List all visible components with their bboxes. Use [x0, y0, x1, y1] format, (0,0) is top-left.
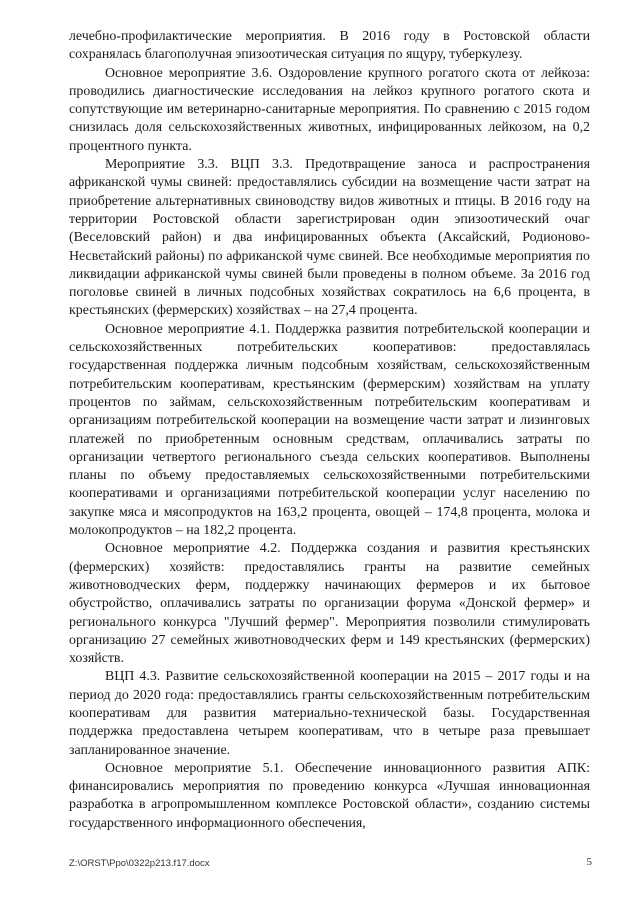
paragraph-vcp-4-3: ВЦП 4.3. Развитие сельскохозяйственной кооперации на 2015 – 2017 годы и на период до 2020 года: предоставлялись гранты сельскохозяйственным потребительским кооперативам для развития материально-технической базы. Государственная поддержка предоставлена четырем кооперативам, что в четыре раза превышает запланированное значение. — [69, 669, 590, 758]
paragraph-continuation: лечебно-профилактические мероприятия. В 2016 году в Ростовской области сохранялась благополучная эпизоотическая ситуация по ящуру, туберкулезу. — [69, 29, 590, 63]
document-body — [69, 28, 590, 833]
footer-file-path: Z:\ORST\Ppo\0322p213.f17.docx — [69, 858, 210, 869]
paragraph-measure-3-6: Основное мероприятие 3.6. Оздоровление крупного рогатого скота от лейкоза: проводились диагностические исследования на лейкоз крупного рогатого скота и сопутствующие им ветеринарно-санитарные мероприятия. По сравнению с 2015 годом снизилась доля сельскохозяйственных животных, инфицированных лейкозом, на 0,2 процентного пункта. — [69, 65, 590, 154]
paragraph-measure-4-2: Основное мероприятие 4.2. Поддержка создания и развития крестьянских (фермерских) хозяйств: предоставлялись гранты на развитие семейных животноводческих ферм, поддержку начинающих фермеров и их бытовое обустройство, оплачивались затраты по организации форума «Донской фермер» и регионального конкурса "Лучший фермер". Мероприятия позволили стимулировать организацию 27 семейных животноводческих ферм и 149 крестьянских (фермерских) хозяйств. — [69, 541, 590, 667]
paragraph-measure-4-1: Основное мероприятие 4.1. Поддержка развития потребительской кооперации и сельскохозяйственных потребительских кооперативов: предоставлялась государственная поддержка личным подсобным хозяйствам, сельскохозяйственным потребительским кооперативам, крестьянским (фермерским) хозяйствам на уплату процентов по займам, сельскохозяйственным потребительским кооперативам и организациям потребительской кооперации на возмещение части затрат и лизинговых платежей по приобретенным основным средствам, оплачивались затраты по организации четвертого регионального съезда сельских кооперативов. Выполнены планы по объему предоставляемых сельскохозяйственными потребительскими кооперативами и организациями потребительской кооперации услуг населению по закупке мяса и мясопродуктов на 163,2 процента, овощей – 174,8 процента, молока и молокопродуктов – на 182,2 процента. — [69, 321, 590, 539]
paragraph-measure-5-1: Основное мероприятие 5.1. Обеспечение инновационного развития АПК: финансировались мероприятия по проведению конкурса «Лучшая инновационная разработка в агропромышленном комплексе Ростовской области», созданию системы государственного информационного обеспечения, — [69, 760, 590, 831]
page-number: 5 — [586, 856, 592, 868]
paragraph-measure-3-3: Мероприятие 3.3. ВЦП 3.3. Предотвращение заноса и распространения африканской чумы свиней: предоставлялись субсидии на возмещение части затрат на приобретение альтернативных свиноводству видов животных и птицы. В 2016 году на территории Ростовской области зарегистрирован один эпизоотический очаг (Веселовский район) и два инфицированных объекта (Аксайский, Родионово-Несвєтайский районы) по африканской чумє свиней. Все необходимые мероприятия по ликвидации африканской чумы свиней были проведены в полном объеме. За 2016 год поголовье свиней в личных подсобных хозяйствах сократилось на 6,6 процента, в крестьянских (фермерских) хозяйствах – на 27,4 процента. — [69, 157, 590, 319]
